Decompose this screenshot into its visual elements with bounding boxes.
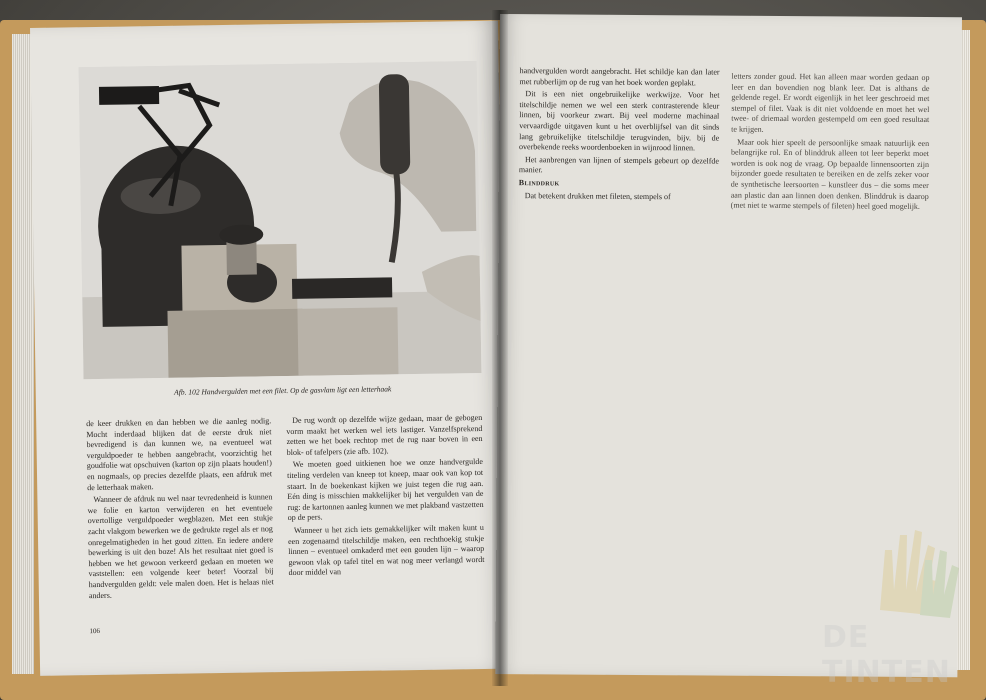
letter-tool [379,74,411,174]
paragraph: de keer drukken en dan hebben we die aanleg nodig. Mocht inderdaad blijken dat de eerste druk niet bevredigend is dan kunnen we, na eventueel wat verguldpoeder te hebben aangebracht, voorzichtig het goudfolie wat opschuiven (karton op zijn plaats houden!) en nogmaals, op precies dezelfde plaats, een afdruk met de letterhaak maken. [86,416,273,492]
page-number: 106 [89,626,101,636]
paragraph: De rug wordt op dezelfde wijze gedaan, maar de gebogen vorm maakt het werken wel iets lastiger. Vanzelfsprekend zetten we het boek rechtop met de rug naar boven in een blok- of tafelpers (zie afb. 102). [286,412,483,457]
paragraph: Wanneer de afdruk nu wel naar tevredenheid is kunnen we folie en karton verwijderen en het eventuele overtollige verguldpoeder wegblazen. Met een stukje zacht vlakgom bewerken we de gedrukte regel als er nog onregelmatigheden in het goud zitten. En iedere andere bewerking is uit den boze! Als het resultaat niet goed is hebben we het gewoon verkeerd gedaan en moeten we vaststellen: een volgende keer beter! Voorzal bij handvergulden geldt: vele malen doen. Het is helaas niet anders. [87,492,274,600]
section-heading: Blinddruk [518,178,560,188]
paragraph: Dat betekent drukken met fileten, stempels of [524,190,671,201]
figure-caption: Afb. 102 Handvergulden met een filet. Op de gasvlam ligt een letterhaak [174,384,392,397]
figure-illustration [79,61,482,379]
wood-block-front [167,309,303,378]
watermark-text: DE TINTEN [822,620,951,690]
paragraph: Het aanbrengen van lijnen of stempels gebeurt op dezelfde manier. [518,154,720,175]
paragraph: Wanneer u het zich iets gemakkelijker wilt maken kunt u een zogenaamd titelschildje maken, een rechthoekig stukje linnen – eventueel omkaderd met een gouden lijn – waarop gewoon vlak op tafel titel en wat nog meer verlangd wordt door middel van [288,522,485,578]
watermark-hands-logo [860,520,970,620]
left-column-1 [86,416,274,603]
book-gutter [492,10,508,686]
right-column-2 [731,72,930,215]
left-column-2 [286,413,485,581]
paragraph: We moeten goed uitkienen hoe we onze handvergulde titeling verdelen van kneep tot kneep, maar ook van kop tot staart. In de boekenkast kijken we juist tegen die rug aan. Eén ding is misschien makkelijker bij het vergulden van de rug: de kartonnen aanleg kunnen we met plakband vastzetten op de pers. [286,457,484,523]
paragraph: letters zonder goud. Het kan alleen maar worden gedaan op leer en dan bovendien nog blank leer. Dat is althans de geldende regel. Er wordt eigenlijk in het leer geschroeid met stempel of filet. Vaak is dit niet voldoende en moet het wel twee- of driemaal worden gestempeld om een goed resultaat te krijgen. [731,71,930,134]
paragraph: handvergulden wordt aangebracht. Het schildje kan dan later met rubberlijm op de rug van het boek worden geplakt. [519,66,720,87]
book-spine [292,277,392,299]
left-page [30,21,508,676]
paragraph: Dit is een niet ongebruikelijke werkwijze. Voor het titelschildje nemen we wel een sterk contrasterende kleur linnen, bij voorkeur zwart. Bij veel moderne machinaal vervaardigde uitgaven kunt u het overblijfsel van dit sinds lang gebruikelijke titelschildje terugvinden, bijv. bij de overbekende reeks woordenboeken in wijnrood linnen. [519,89,720,153]
paragraph: Maar ook hier speelt de persoonlijke smaak natuurlijk een belangrijke rol. En of blinddruk alleen tot leer beperkt moet worden is ook nog de vraag. Op bepaalde linnensoorten zijn bijzonder goede resultaten te bereiken en de zelfs zeker voor de synthetische leersoorten – kunstleer dus – die soms meer aan plastic dan aan linnen doen denken. Blinddruk is daarop (met niet te warme stempels of fileten) heel goed mogelijk. [730,137,930,212]
right-column-1 [519,66,720,205]
figure-photo [79,61,482,379]
